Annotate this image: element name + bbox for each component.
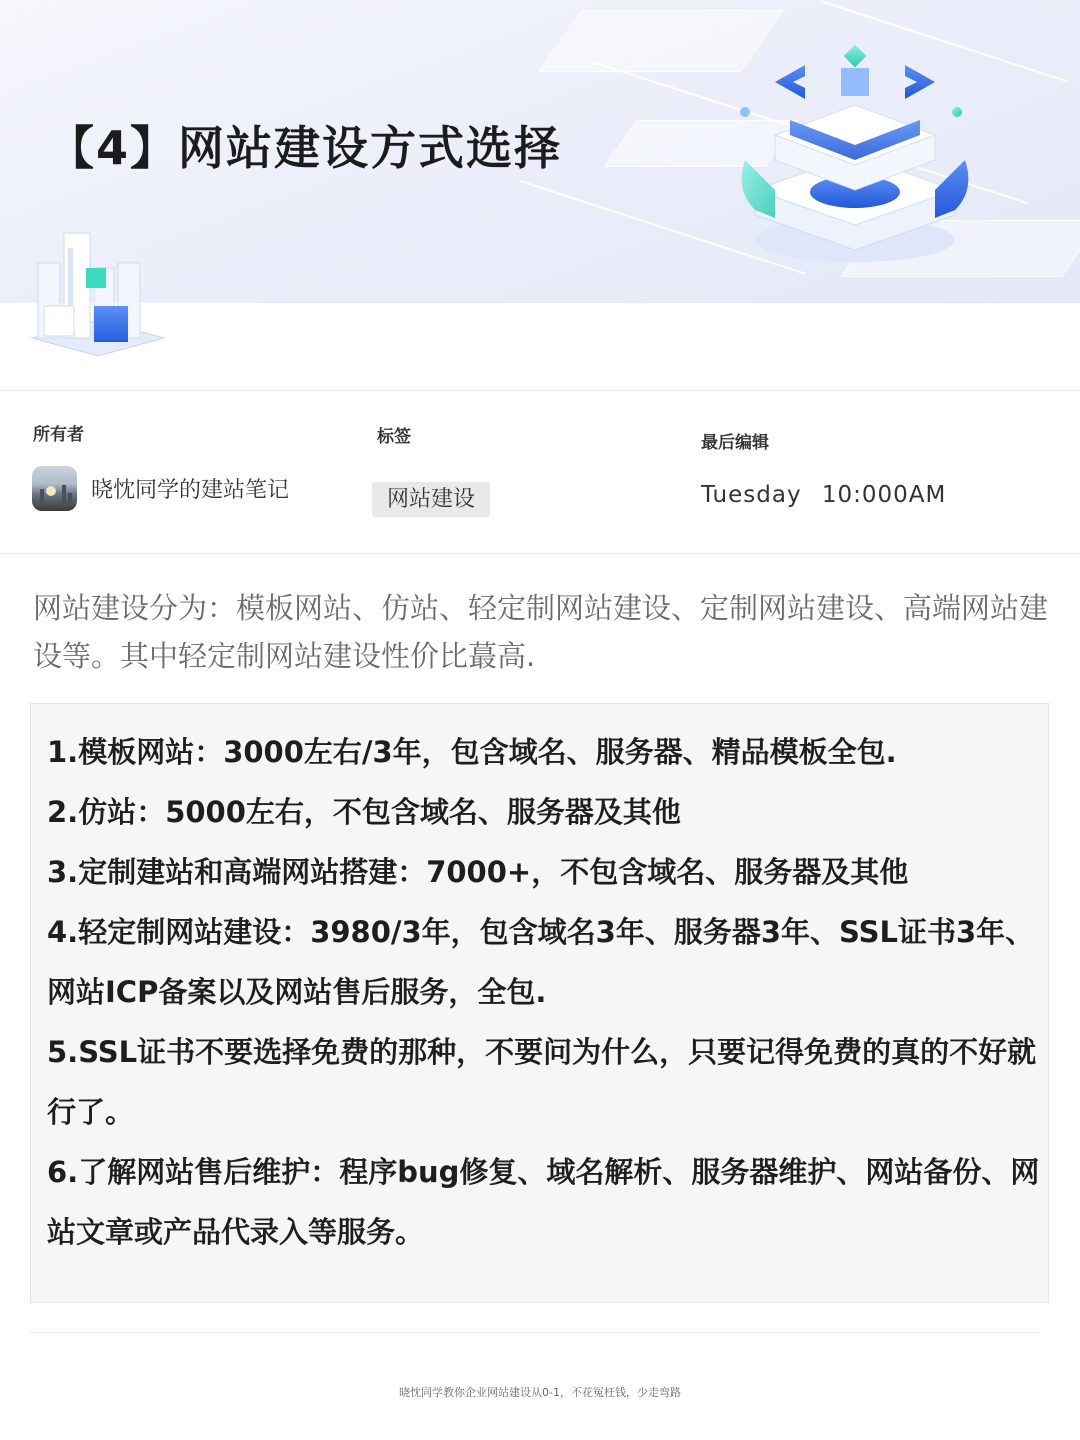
last-edited-label: 最后编辑 [701,433,769,453]
page-title: 【4】网站建设方式选择 [48,121,563,175]
owner-label: 所有者 [33,425,84,445]
list-item: 5.SSL证书不要选择免费的那种，不要问为什么，只要记得免费的真的不好就行了。 [47,1035,1037,1129]
server-code-icon [735,40,975,270]
tags-label: 标签 [377,427,411,447]
divider [30,1332,1040,1333]
avatar [32,466,77,511]
list-item: 6.了解网站售后维护：程序bug修复、域名解析、服务器维护、网站备份、网站文章或产品代录入等服务。 [47,1155,1040,1249]
owner-name: 晓忱同学的建站笔记 [91,478,290,503]
divider [0,390,1080,391]
divider [0,553,1080,554]
building-icon [28,228,168,358]
callout-list [47,722,1047,1262]
footer-text: 晓忱同学教你企业网站建设从0-1，不花冤枉钱，少走弯路 [399,1386,681,1399]
owner-property[interactable] [32,466,289,511]
list-item: 3.定制建站和高端网站搭建：7000+，不包含域名、服务器及其他 [47,855,909,889]
list-item: 4.轻定制网站建设：3980/3年，包含域名3年、服务器3年、SSL证书3年、网站ICP备案以及网站售后服务，全包. [47,915,1035,1009]
list-item: 1.模板网站：3000左右/3年，包含域名、服务器、精品模板全包. [47,735,897,769]
intro-paragraph: 网站建设分为：模板网站、仿站、轻定制网站建设、定制网站建设、高端网站建设等。其中轻定制网站建设性价比蕞高. [33,591,1049,673]
list-item: 2.仿站：5000左右，不包含域名、服务器及其他 [47,795,681,829]
tag-chip[interactable]: 网站建设 [372,482,490,517]
callout-block [30,703,1049,1303]
last-edited-value: Tuesday 10:000AM [701,482,947,508]
